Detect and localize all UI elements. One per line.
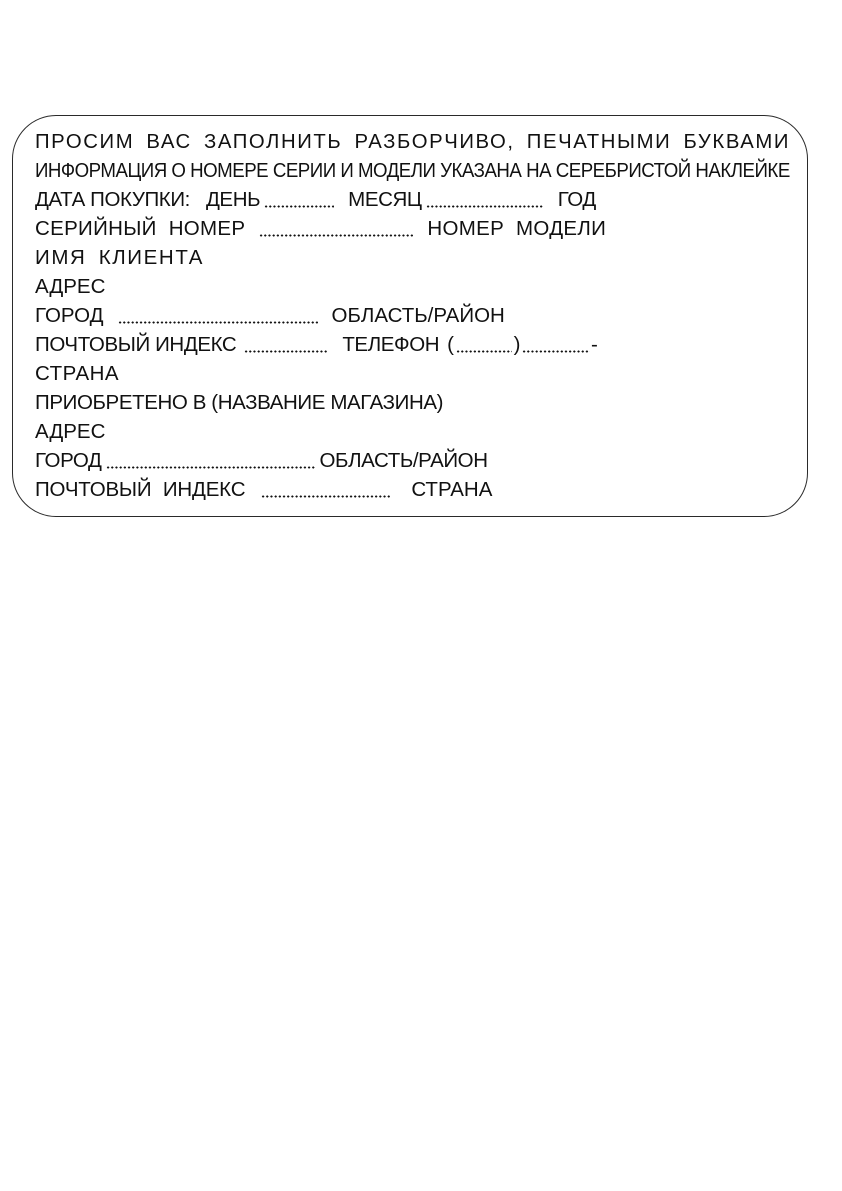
day-label: ДЕНЬ — [205, 188, 261, 211]
phone-area-code-field[interactable] — [456, 350, 512, 353]
store-zip-field[interactable] — [261, 495, 391, 498]
store-zip-label: ПОЧТОВЫЙ ИНДЕКС — [35, 478, 246, 501]
phone-dash: - — [591, 333, 598, 356]
phone-prefix-field[interactable] — [522, 350, 590, 353]
purchase-date-label: ДАТА ПОКУПКИ: — [35, 188, 190, 211]
store-city-region-row — [35, 443, 790, 472]
client-name-label: ИМЯ КЛИЕНТА — [35, 246, 205, 269]
store-address-label: АДРЕС — [35, 420, 106, 443]
region-label: ОБЛАСТЬ/РАЙОН — [331, 304, 505, 327]
store-name-row — [35, 385, 790, 414]
zip-label: ПОЧТОВЫЙ ИНДЕКС — [35, 333, 237, 356]
address-label: АДРЕС — [35, 275, 106, 298]
info-note-row — [35, 153, 790, 182]
city-field[interactable] — [118, 321, 318, 324]
month-label: МЕСЯЦ — [348, 188, 422, 211]
month-field[interactable] — [426, 205, 544, 208]
store-city-label: ГОРОД — [35, 449, 102, 472]
serial-model-row — [35, 211, 790, 240]
zip-field[interactable] — [244, 350, 328, 353]
day-field[interactable] — [264, 205, 334, 208]
store-label: ПРИОБРЕТЕНО В (НАЗВАНИЕ МАГАЗИНА) — [35, 391, 444, 414]
store-country-label: СТРАНА — [411, 478, 493, 501]
purchase-date-row — [35, 182, 790, 211]
model-number-label: НОМЕР МОДЕЛИ — [427, 217, 607, 240]
store-city-field[interactable] — [106, 466, 316, 469]
serial-number-field[interactable] — [259, 234, 413, 237]
country-row — [35, 356, 790, 385]
phone-label: ТЕЛЕФОН — [342, 333, 440, 356]
zip-phone-row — [35, 327, 790, 356]
phone-close-paren: ) — [513, 333, 521, 356]
info-note: ИНФОРМАЦИЯ О НОМЕРЕ СЕРИИ И МОДЕЛИ УКАЗАНА НА СЕРЕБРИСТОЙ НАКЛЕЙКЕ — [35, 159, 790, 182]
country-label: СТРАНА — [35, 362, 120, 385]
year-label: ГОД — [557, 188, 596, 211]
phone-open-paren: ( — [447, 333, 454, 356]
form-heading: ПРОСИМ ВАС ЗАПОЛНИТЬ РАЗБОРЧИВО, ПЕЧАТНЫМИ БУКВАМИ — [35, 130, 791, 153]
serial-number-label: СЕРИЙНЫЙ НОМЕР — [35, 217, 246, 240]
store-region-label: ОБЛАСТЬ/РАЙОН — [319, 449, 488, 472]
address-row — [35, 269, 790, 298]
client-name-row — [35, 240, 790, 269]
store-address-row — [35, 414, 790, 443]
form-heading-row — [35, 124, 791, 153]
city-region-row — [35, 298, 790, 327]
city-label: ГОРОД — [35, 304, 104, 327]
store-zip-country-row — [35, 472, 790, 501]
